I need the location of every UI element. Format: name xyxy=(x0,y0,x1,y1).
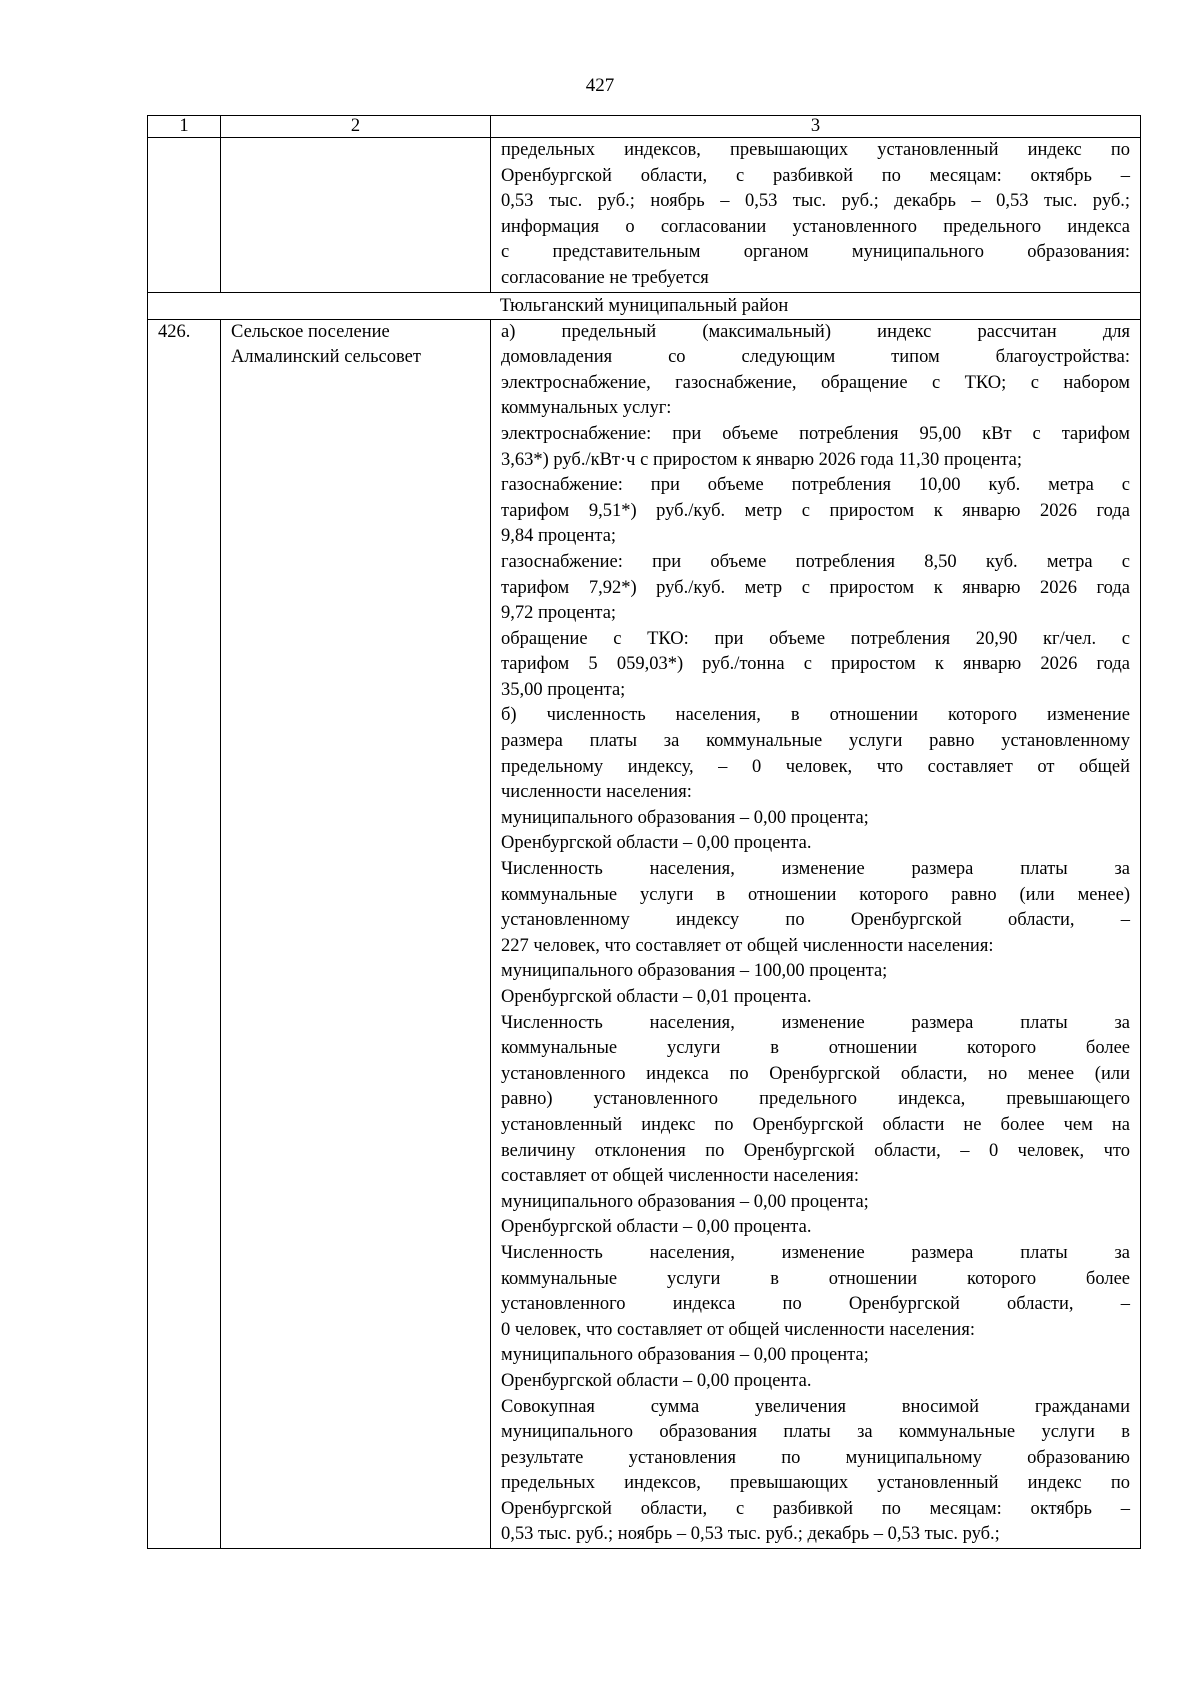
text-line: 3,63*) руб./кВт·ч с приростом к январю 2026 года 11,30 процента; xyxy=(501,449,1023,470)
text-line: 0 человек, что составляет от общей численности населения: xyxy=(501,1319,975,1340)
entry-name-cell xyxy=(221,319,491,1549)
text-line: домовладения со следующим типом благоустройства: xyxy=(501,347,1130,368)
text-line: 9,84 процента; xyxy=(501,526,617,547)
header-col-1: 1 xyxy=(148,116,221,138)
header-col-3: 3 xyxy=(491,116,1141,138)
text-line: коммунальные услуги в отношении которого равно (или менее) xyxy=(501,884,1130,905)
continuation-number-cell xyxy=(148,138,221,293)
text-line: Оренбургской области, с разбивкой по месяцам: октябрь – xyxy=(501,1498,1130,1519)
text-line: равно) установленного предельного индекса, превышающего xyxy=(501,1089,1130,1110)
text-line: тарифом 9,51*) руб./куб. метр с приростом к январю 2026 года xyxy=(501,500,1130,521)
text-line: информация о согласовании установленного предельного индекса xyxy=(501,216,1130,237)
text-line: величину отклонения по Оренбургской области, – 0 человек, что xyxy=(501,1140,1130,1161)
continuation-text-cell xyxy=(491,138,1141,293)
text-line: Оренбургской области – 0,01 процента. xyxy=(501,987,812,1007)
data-table xyxy=(147,115,1141,1549)
text-line: газоснабжение: при объеме потребления 10,00 куб. метра с xyxy=(501,475,1130,496)
continuation-name-cell xyxy=(221,138,491,293)
text-line: 0,53 тыс. руб.; ноябрь – 0,53 тыс. руб.; декабрь – 0,53 тыс. руб.; xyxy=(501,1524,1000,1545)
text-line: коммунальные услуги в отношении которого более xyxy=(501,1038,1130,1059)
text-line: коммунальных услуг: xyxy=(501,398,672,419)
text-line: тарифом 7,92*) руб./куб. метр с приростом к январю 2026 года xyxy=(501,577,1130,598)
text-line: тарифом 5 059,03*) руб./тонна с приростом к январю 2026 года xyxy=(501,654,1130,675)
text-line: предельных индексов, превышающих установленный индекс по xyxy=(501,1473,1130,1494)
text-line: б) численность населения, в отношении которого изменение xyxy=(501,705,1130,726)
page-number: 427 xyxy=(585,75,615,96)
text-line: предельных индексов, превышающих установленный индекс по xyxy=(501,140,1130,160)
text-line: Оренбургской области, с разбивкой по месяцам: октябрь – xyxy=(501,165,1130,186)
text-line: численности населения: xyxy=(501,782,692,803)
text-line: электроснабжение, газоснабжение, обращение с ТКО; с набором xyxy=(501,372,1130,393)
entry-number: 426. xyxy=(148,319,221,1549)
text-line: электроснабжение: при объеме потребления 95,00 кВт с тарифом xyxy=(501,423,1130,444)
text-line: муниципального образования платы за коммунальные услуги в xyxy=(501,1422,1130,1443)
entry-name-line: Сельское поселение xyxy=(231,321,390,342)
table-row xyxy=(148,319,1141,1549)
text-line: а) предельный (максимальный) индекс рассчитан для xyxy=(501,321,1130,342)
region-row xyxy=(148,292,1141,319)
region-title: Тюльганский муниципальный район xyxy=(148,292,1141,319)
text-line: установленного индекса по Оренбургской области, – xyxy=(501,1294,1130,1315)
continuation-row xyxy=(148,138,1141,293)
text-line: 9,72 процента; xyxy=(501,603,617,624)
text-line: 35,00 процента; xyxy=(501,679,626,700)
text-line: с представительным органом муниципального образования: xyxy=(501,242,1130,263)
text-line: согласование не требуется xyxy=(501,267,709,288)
text-line: установленный индекс по Оренбургской области не более чем на xyxy=(501,1114,1130,1135)
text-line: обращение с ТКО: при объеме потребления 20,90 кг/чел. с xyxy=(501,628,1130,649)
header-col-2: 2 xyxy=(221,116,491,138)
text-line: муниципального образования – 0,00 процента; xyxy=(501,1191,869,1212)
text-line: составляет от общей численности населения: xyxy=(501,1166,860,1187)
text-line: муниципального образования – 0,00 процента; xyxy=(501,1345,869,1366)
text-line: коммунальные услуги в отношении которого более xyxy=(501,1268,1130,1289)
text-line: Оренбургской области – 0,00 процента. xyxy=(501,1217,812,1238)
text-line: Численность населения, изменение размера платы за xyxy=(501,1012,1130,1033)
text-line: установленному индексу по Оренбургской области, – xyxy=(501,910,1130,931)
text-line: муниципального образования – 0,00 процента; xyxy=(501,807,869,828)
text-line: размера платы за коммунальные услуги равно установленному xyxy=(501,731,1130,752)
text-line: газоснабжение: при объеме потребления 8,50 куб. метра с xyxy=(501,551,1130,572)
text-line: 0,53 тыс. руб.; ноябрь – 0,53 тыс. руб.; декабрь – 0,53 тыс. руб.; xyxy=(501,191,1130,212)
entry-text-cell xyxy=(491,319,1141,1549)
text-line: Оренбургской области – 0,00 процента. xyxy=(501,1370,812,1391)
text-line: 227 человек, что составляет от общей численности населения: xyxy=(501,935,994,956)
text-line: Численность населения, изменение размера платы за xyxy=(501,1242,1130,1263)
entry-name-line: Алмалинский сельсовет xyxy=(231,347,421,368)
text-line: муниципального образования – 100,00 процента; xyxy=(501,961,888,982)
text-line: Оренбургской области – 0,00 процента. xyxy=(501,833,812,854)
text-line: установленного индекса по Оренбургской области, но менее (или xyxy=(501,1063,1130,1084)
text-line: предельному индексу, – 0 человек, что составляет от общей xyxy=(501,756,1130,777)
text-line: Численность населения, изменение размера платы за xyxy=(501,859,1130,880)
text-line: результате установления по муниципальному образованию xyxy=(501,1447,1130,1468)
text-line: Совокупная сумма увеличения вносимой гражданами xyxy=(501,1396,1130,1417)
table-header-row xyxy=(148,116,1141,138)
